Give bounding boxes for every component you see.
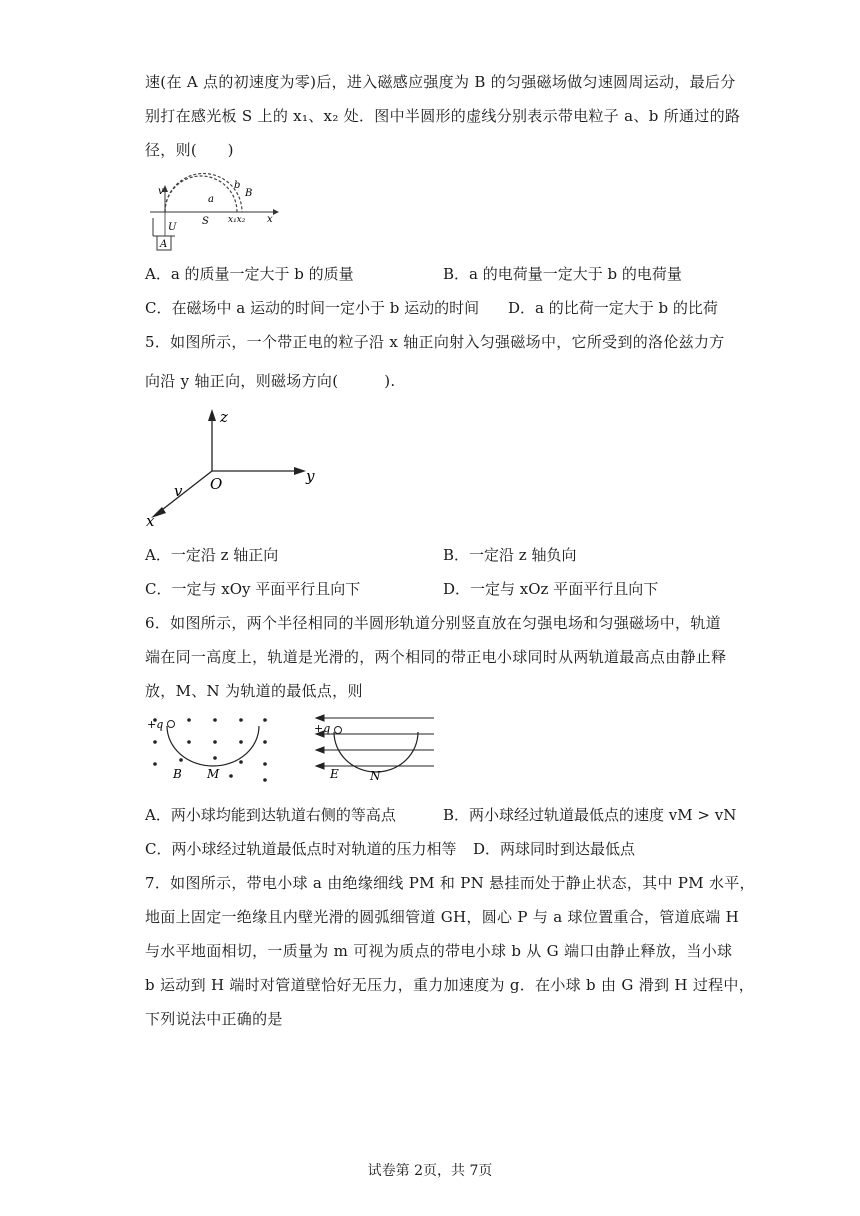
q5-axes-figure (140, 405, 325, 530)
q4-figure (145, 172, 280, 254)
q4-fig-label-B: B (245, 188, 253, 199)
q6-fig2-label-q: +q (314, 722, 331, 735)
q4-option-a: A．a 的质量一定大于 b 的质量 (145, 265, 354, 283)
q5-option-a: A．一定沿 z 轴正向 (145, 546, 279, 564)
q6-option-c: C．两小球经过轨道最低点时对轨道的压力相等 (145, 840, 457, 858)
q5-option-c: C．一定与 xOy 平面平行且向下 (145, 580, 361, 598)
q6-magnetic-track-figure (145, 712, 275, 784)
q4-option-b: B．a 的电荷量一定大于 b 的电荷量 (443, 265, 682, 283)
q6-option-a: A．两小球均能到达轨道右侧的等高点 (145, 806, 396, 824)
q4-fig-label-v: v (158, 186, 164, 197)
q4-fig-label-b: b (234, 180, 241, 191)
q6-fig1-label-B: B (173, 767, 182, 781)
q7-line-2: 地面上固定一绝缘且内壁光滑的圆弧细管道 GH，圆心 P 与 a 球位置重合，管道底端 H (145, 908, 739, 926)
q4-fig-label-x: x (267, 214, 273, 225)
q6-line-3: 放，M、N 为轨道的最低点，则 (145, 682, 363, 700)
q7-line-3: 与水平地面相切，一质量为 m 可视为质点的带电小球 b 从 G 端口由静止释放，当小球 (145, 942, 733, 960)
q4-fig-label-a: a (208, 194, 214, 205)
q5-origin-label: O (210, 475, 223, 493)
q4-fig-label-A: A (160, 239, 168, 250)
q5-option-b: B．一定沿 z 轴负向 (443, 546, 577, 564)
q7-line-4: b 运动到 H 端时对管道壁恰好无压力，重力加速度为 g．在小球 b 由 G 滑到 H 过程中， (145, 976, 755, 994)
q4-fig-label-x1x2: x₁x₂ (228, 215, 246, 225)
q5-line-1: 5．如图所示，一个带正电的粒子沿 x 轴正向射入匀强磁场中，它所受到的洛伦兹力方 (145, 333, 725, 351)
q4-fig-label-S: S (202, 216, 209, 227)
q5-option-d: D．一定与 xOz 平面平行且向下 (443, 580, 659, 598)
q4-option-d: D．a 的比荷一定大于 b 的比荷 (508, 299, 718, 317)
q6-fig1-label-q: +q (147, 718, 164, 731)
q4-option-c: C．在磁场中 a 运动的时间一定小于 b 运动的时间 (145, 299, 480, 317)
q7-line-1: 7．如图所示，带电小球 a 由绝缘细线 PM 和 PN 悬挂而处于静止状态，其中 PM 水平， (145, 874, 755, 892)
q6-electric-track-figure (312, 712, 440, 784)
q6-fig2-label-N: N (370, 769, 381, 783)
q7-line-5: 下列说法中正确的是 (145, 1010, 283, 1028)
q4-line-3: 径，则( ) (145, 141, 234, 159)
q5-axis-label-z: z (220, 408, 228, 426)
q5-axis-label-y: y (306, 467, 315, 485)
q4-fig-label-U: U (168, 222, 177, 233)
q4-line-1: 速(在 A 点的初速度为零)后，进入磁感应强度为 B 的匀强磁场做匀速圆周运动，最后分 (145, 73, 736, 91)
q5-axis-label-x: x (146, 512, 155, 530)
q6-option-d: D．两球同时到达最低点 (473, 840, 636, 858)
q6-fig2-label-E: E (330, 767, 339, 781)
q5-velocity-label: v (174, 482, 183, 500)
q6-line-1: 6．如图所示，两个半径相同的半圆形轨道分别竖直放在匀强电场和匀强磁场中，轨道 (145, 614, 721, 632)
q4-line-2: 别打在感光板 S 上的 x₁、x₂ 处．图中半圆形的虚线分别表示带电粒子 a、b 所通过的路 (145, 107, 741, 125)
q5-line-2: 向沿 y 轴正向，则磁场方向( ). (145, 372, 396, 390)
q6-line-2: 端在同一高度上，轨道是光滑的，两个相同的带正电小球同时从两轨道最高点由静止释 (145, 648, 727, 666)
page-footer: 试卷第 2页，共 7页 (367, 1163, 493, 1179)
q6-option-b: B．两小球经过轨道最低点的速度 vM > vN (443, 806, 737, 824)
q6-fig1-label-M: M (207, 767, 220, 781)
